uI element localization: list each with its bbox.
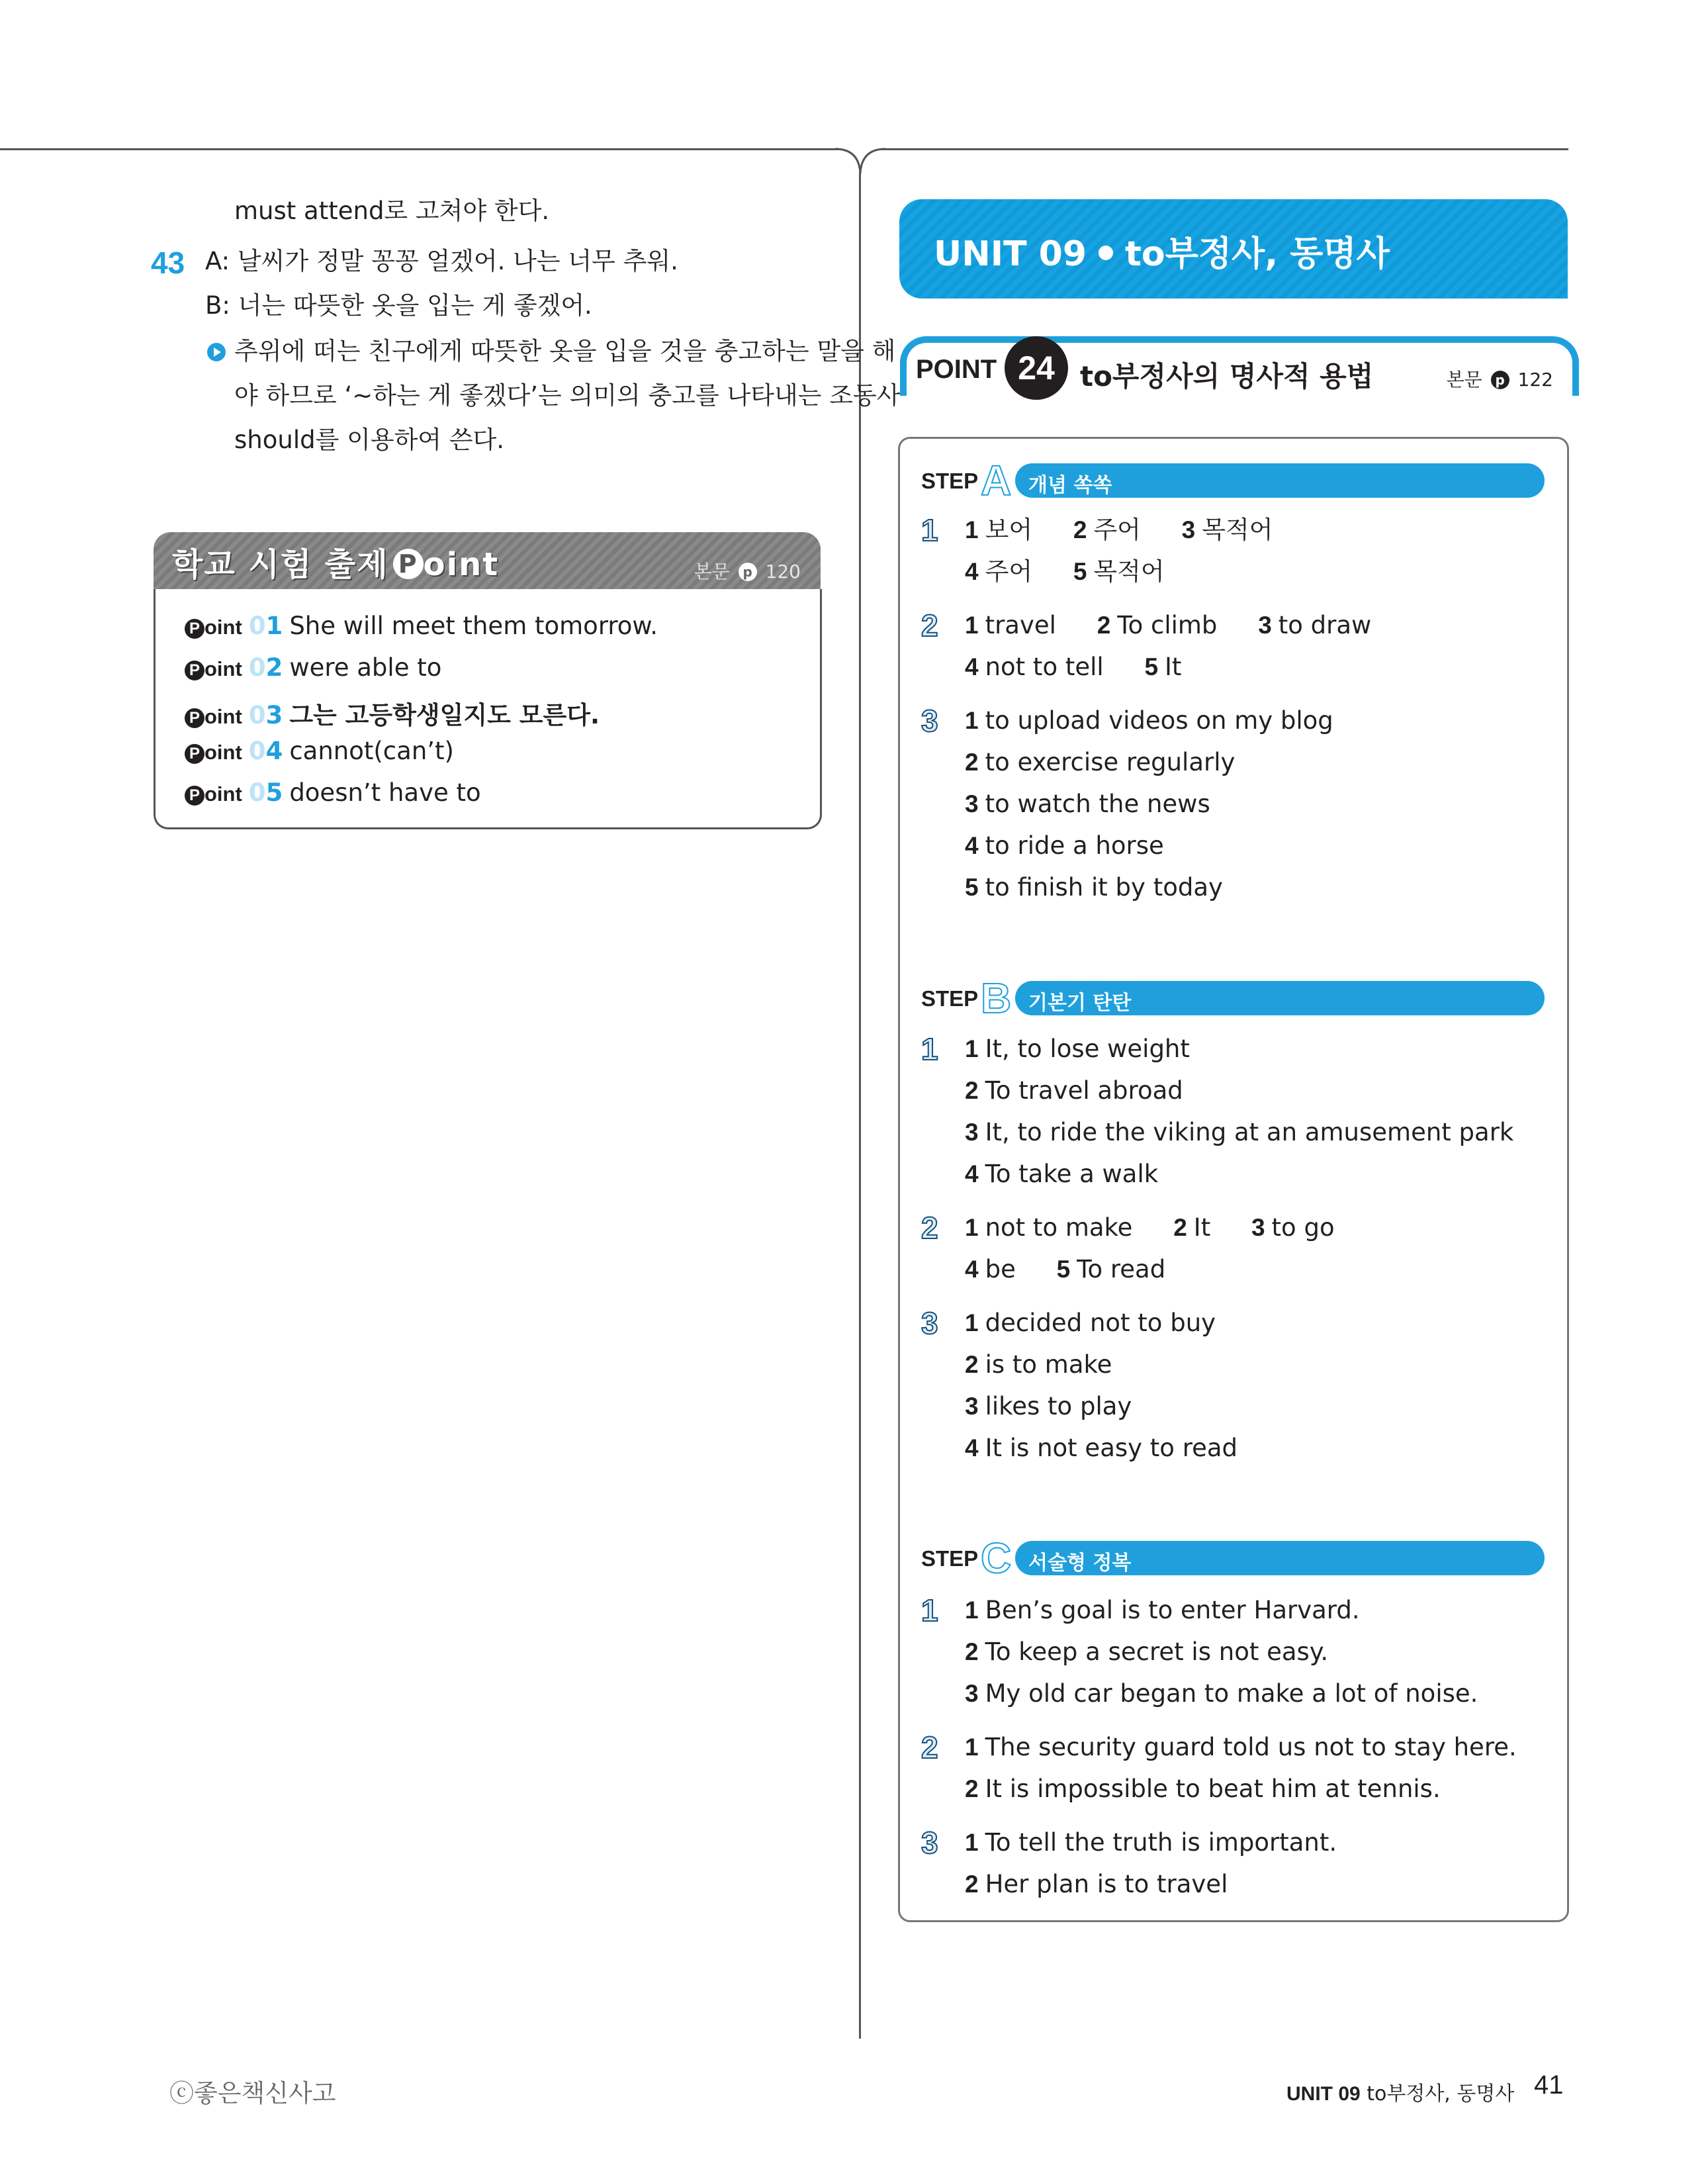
question-number-icon: 3 <box>921 704 938 738</box>
answer-row: 1 보어 2 주어 3 목적어 <box>965 516 1273 544</box>
page-number: 41 <box>1534 2070 1564 2100</box>
question-number-icon: 2 <box>921 1730 938 1765</box>
point-number-lead: 0 <box>248 612 266 640</box>
explanation-line-2: 야 하므로 ‘~하는 게 좋겠다’는 의미의 충고를 나타내는 조동사 <box>234 381 901 410</box>
unit-heading <box>934 226 1390 275</box>
step-c-title: 서술형 정복 <box>1028 1552 1132 1575</box>
answer-row: 4 be 5 To read <box>965 1255 1166 1283</box>
answer-line: 2 to exercise regularly <box>965 748 1236 776</box>
point-label: P oint <box>185 741 242 764</box>
question-number: 43 <box>151 246 185 280</box>
answer-row: 4 not to tell 5 It <box>965 653 1182 681</box>
step-a-letter: A <box>981 457 1012 504</box>
question-number-icon: 2 <box>921 608 938 643</box>
page-badge-icon: p <box>739 563 757 581</box>
page-ref-prefix: 본문 <box>1446 369 1482 391</box>
answer-line: 2 is to make <box>965 1350 1112 1379</box>
answer-line: 2 To travel abroad <box>965 1076 1183 1105</box>
explanation-arrow-icon <box>207 343 226 361</box>
exam-point-title-text: 학교 시험 출제 <box>172 546 389 583</box>
header-rule-right <box>880 148 1568 150</box>
exam-point-item <box>185 653 441 682</box>
answer-line: 1 Ben’s goal is to enter Harvard. <box>965 1596 1360 1624</box>
question-number-icon: 3 <box>921 1306 938 1340</box>
point-number-lead: 0 <box>248 737 266 765</box>
answer-line: 2 It is impossible to beat him at tennis. <box>965 1775 1441 1803</box>
point-number-lead: 0 <box>248 701 266 729</box>
question-number-icon: 1 <box>921 1032 938 1066</box>
answer-line: 3 It, to ride the viking at an amusement park <box>965 1118 1514 1146</box>
exam-point-box <box>154 589 822 829</box>
answer-line: 1 It, to lose weight <box>965 1035 1190 1063</box>
step-c-letter: C <box>981 1534 1012 1582</box>
answer-line: 2 To keep a secret is not easy. <box>965 1638 1329 1666</box>
answer-row: 1 not to make 2 It 3 to go <box>965 1213 1335 1242</box>
unit-number: UNIT 09 <box>934 234 1087 274</box>
answer-line: 3 to watch the news <box>965 790 1210 818</box>
question-number-icon: 2 <box>921 1211 938 1245</box>
footer-unit <box>1286 2077 1514 2106</box>
footer-unit-title: to부정사, 동명사 <box>1367 2082 1515 2106</box>
point-label: P oint <box>185 705 242 728</box>
point-number-lead: 0 <box>248 778 266 807</box>
unit-banner <box>899 199 1568 299</box>
step-b-title: 기본기 탄탄 <box>1028 992 1132 1015</box>
point-word: POINT <box>916 355 997 384</box>
point-number: 1 <box>265 612 283 640</box>
bullet-dot-icon <box>1099 246 1113 260</box>
exam-point-header <box>154 532 821 589</box>
answer-line: 1 The security guard told us not to stay here. <box>965 1733 1517 1761</box>
answer-line: 5 to finish it by today <box>965 873 1223 902</box>
explanation-line-3: should를 이용하여 쓴다. <box>234 426 505 454</box>
dialogue-line-b: B: 너는 따뜻한 옷을 입는 게 좋겠어. <box>205 291 592 320</box>
answer-line: 1 To tell the truth is important. <box>965 1828 1337 1857</box>
answer-line: 2 Her plan is to travel <box>965 1870 1228 1898</box>
continued-explanation: must attend로 고쳐야 한다. <box>234 197 550 225</box>
point-label: P oint <box>185 616 242 639</box>
question-number-icon: 3 <box>921 1826 938 1860</box>
point-title: to부정사의 명사적 용법 <box>1080 360 1374 393</box>
page-ref-prefix: 본문 <box>694 561 730 582</box>
page-ref-number: 122 <box>1517 369 1553 391</box>
point-number: 5 <box>265 778 283 807</box>
header-rule-left <box>0 148 840 150</box>
footer-copyright: ⓒ좋은책신사고 <box>169 2079 336 2108</box>
footer-unit-number: UNIT 09 <box>1286 2083 1361 2105</box>
point-answer: cannot(can’t) <box>289 737 454 765</box>
exam-point-item <box>185 695 600 731</box>
step-b-pill <box>1015 981 1545 1015</box>
step-c-label: STEP <box>921 1546 979 1571</box>
unit-title: to부정사, 동명사 <box>1125 234 1390 274</box>
answer-line: 4 To take a walk <box>965 1160 1159 1188</box>
point-label: P oint <box>185 782 242 806</box>
question-number-icon: 1 <box>921 513 938 547</box>
answer-line: 1 to upload videos on my blog <box>965 706 1333 735</box>
point-answer: doesn’t have to <box>289 778 481 807</box>
exam-point-page-ref <box>694 557 801 584</box>
explanation-line-1: 추위에 떠는 친구에게 따뜻한 옷을 입을 것을 충고하는 말을 해 <box>234 337 896 365</box>
step-b-letter: B <box>981 974 1012 1022</box>
point-answer: were able to <box>289 653 442 682</box>
point-number-lead: 0 <box>248 653 266 682</box>
step-a-title: 개념 쏙쏙 <box>1028 474 1112 497</box>
step-c-pill <box>1015 1541 1545 1575</box>
exam-point-item <box>185 612 658 640</box>
answer-row: 1 travel 2 To climb 3 to draw <box>965 611 1372 639</box>
step-b-label: STEP <box>921 986 979 1011</box>
exam-point-title <box>172 539 499 584</box>
dialogue-line-a: A: 날씨가 정말 꽁꽁 얼겠어. 나는 너무 추워. <box>205 247 678 275</box>
page-ref-number: 120 <box>765 561 801 582</box>
step-a-pill <box>1015 463 1545 498</box>
column-divider <box>859 172 861 2039</box>
point-page-ref <box>1447 365 1553 392</box>
point-number: 3 <box>265 701 283 729</box>
point-answer: She will meet them tomorrow. <box>289 612 658 640</box>
point-label: P oint <box>185 657 242 680</box>
answer-row: 4 주어 5 목적어 <box>965 557 1165 586</box>
point-answer: 그는 고등학생일지도 모른다. <box>289 701 600 729</box>
step-a-label: STEP <box>921 469 979 493</box>
point-badge-icon: P <box>393 549 424 579</box>
point-number: 4 <box>265 737 283 765</box>
answer-line: 4 to ride a horse <box>965 831 1164 860</box>
exam-point-badge-rest: oint <box>423 546 500 583</box>
page-badge-icon: p <box>1491 371 1509 389</box>
exam-point-item <box>185 778 481 807</box>
exam-point-item <box>185 737 454 765</box>
question-number-icon: 1 <box>921 1593 938 1628</box>
answer-line: 4 It is not easy to read <box>965 1434 1238 1462</box>
answer-line: 3 My old car began to make a lot of noise. <box>965 1679 1478 1708</box>
point-number-badge: 24 <box>1005 336 1068 400</box>
answer-line: 1 decided not to buy <box>965 1309 1216 1337</box>
point-number: 2 <box>265 653 283 682</box>
answer-line: 3 likes to play <box>965 1392 1132 1420</box>
